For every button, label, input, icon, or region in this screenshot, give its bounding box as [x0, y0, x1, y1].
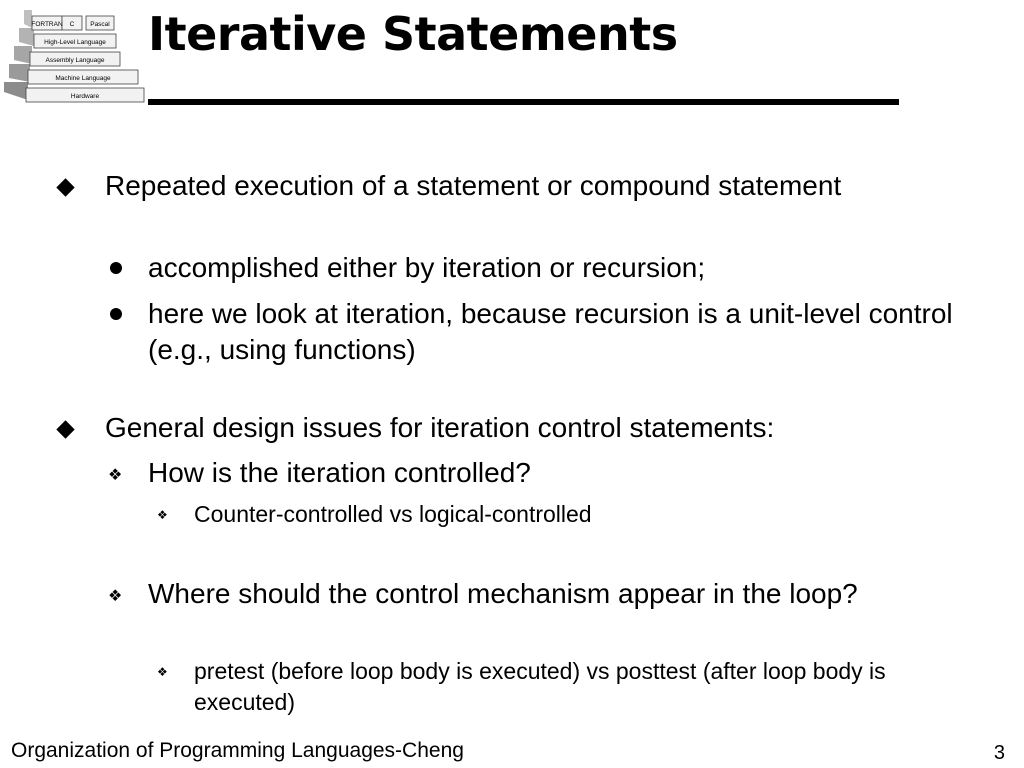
logo-layer-label: Assembly Language	[45, 57, 105, 64]
bullet-text: Repeated execution of a statement or compound statement	[105, 170, 842, 201]
clover-bullet-icon: ❖	[157, 665, 168, 679]
logo-lang-label: C	[69, 21, 75, 28]
title-underline	[148, 99, 899, 105]
slide-title: Iterative Statements	[148, 7, 678, 61]
logo-graphic	[0, 0, 150, 104]
logo-layer-label: Hardware	[70, 93, 100, 100]
logo-shadow-2	[14, 46, 32, 64]
footer-text: Organization of Programming Languages-Cheng	[11, 739, 464, 762]
dot-bullet-icon	[110, 308, 122, 320]
diamond-bullet-icon	[56, 178, 74, 196]
bullet-text: accomplished either by iteration or recursion;	[148, 252, 706, 283]
dot-bullet-icon	[110, 262, 122, 274]
bullet-text: pretest (before loop body is executed) vs posttest (after loop body is executed)	[194, 658, 886, 715]
language-hierarchy-logo	[0, 0, 150, 104]
bullet-text: Counter-controlled vs logical-controlled	[194, 501, 592, 527]
logo-lang-label: Pascal	[90, 21, 110, 28]
logo-shadow-3	[9, 64, 30, 82]
bullet-text: here we look at iteration, because recursion is a unit-level control (e.g., using functions)	[148, 298, 953, 365]
logo-layer-label: Machine Language	[55, 75, 111, 82]
logo-layer-label: High-Level Language	[44, 39, 106, 46]
logo-lang-label: FORTRAN	[31, 21, 63, 28]
bullet-text: How is the iteration controlled?	[148, 457, 531, 488]
logo-shadow-1	[19, 28, 34, 46]
logo-shadow-4	[4, 82, 28, 100]
bullet-text: Where should the control mechanism appear in the loop?	[148, 578, 858, 609]
clover-bullet-icon: ❖	[108, 465, 123, 484]
clover-bullet-icon: ❖	[108, 586, 123, 605]
page-number: 3	[993, 742, 1005, 764]
bullet-text: General design issues for iteration control statements:	[105, 412, 775, 443]
diamond-bullet-icon	[56, 420, 74, 438]
clover-bullet-icon: ❖	[157, 508, 168, 522]
